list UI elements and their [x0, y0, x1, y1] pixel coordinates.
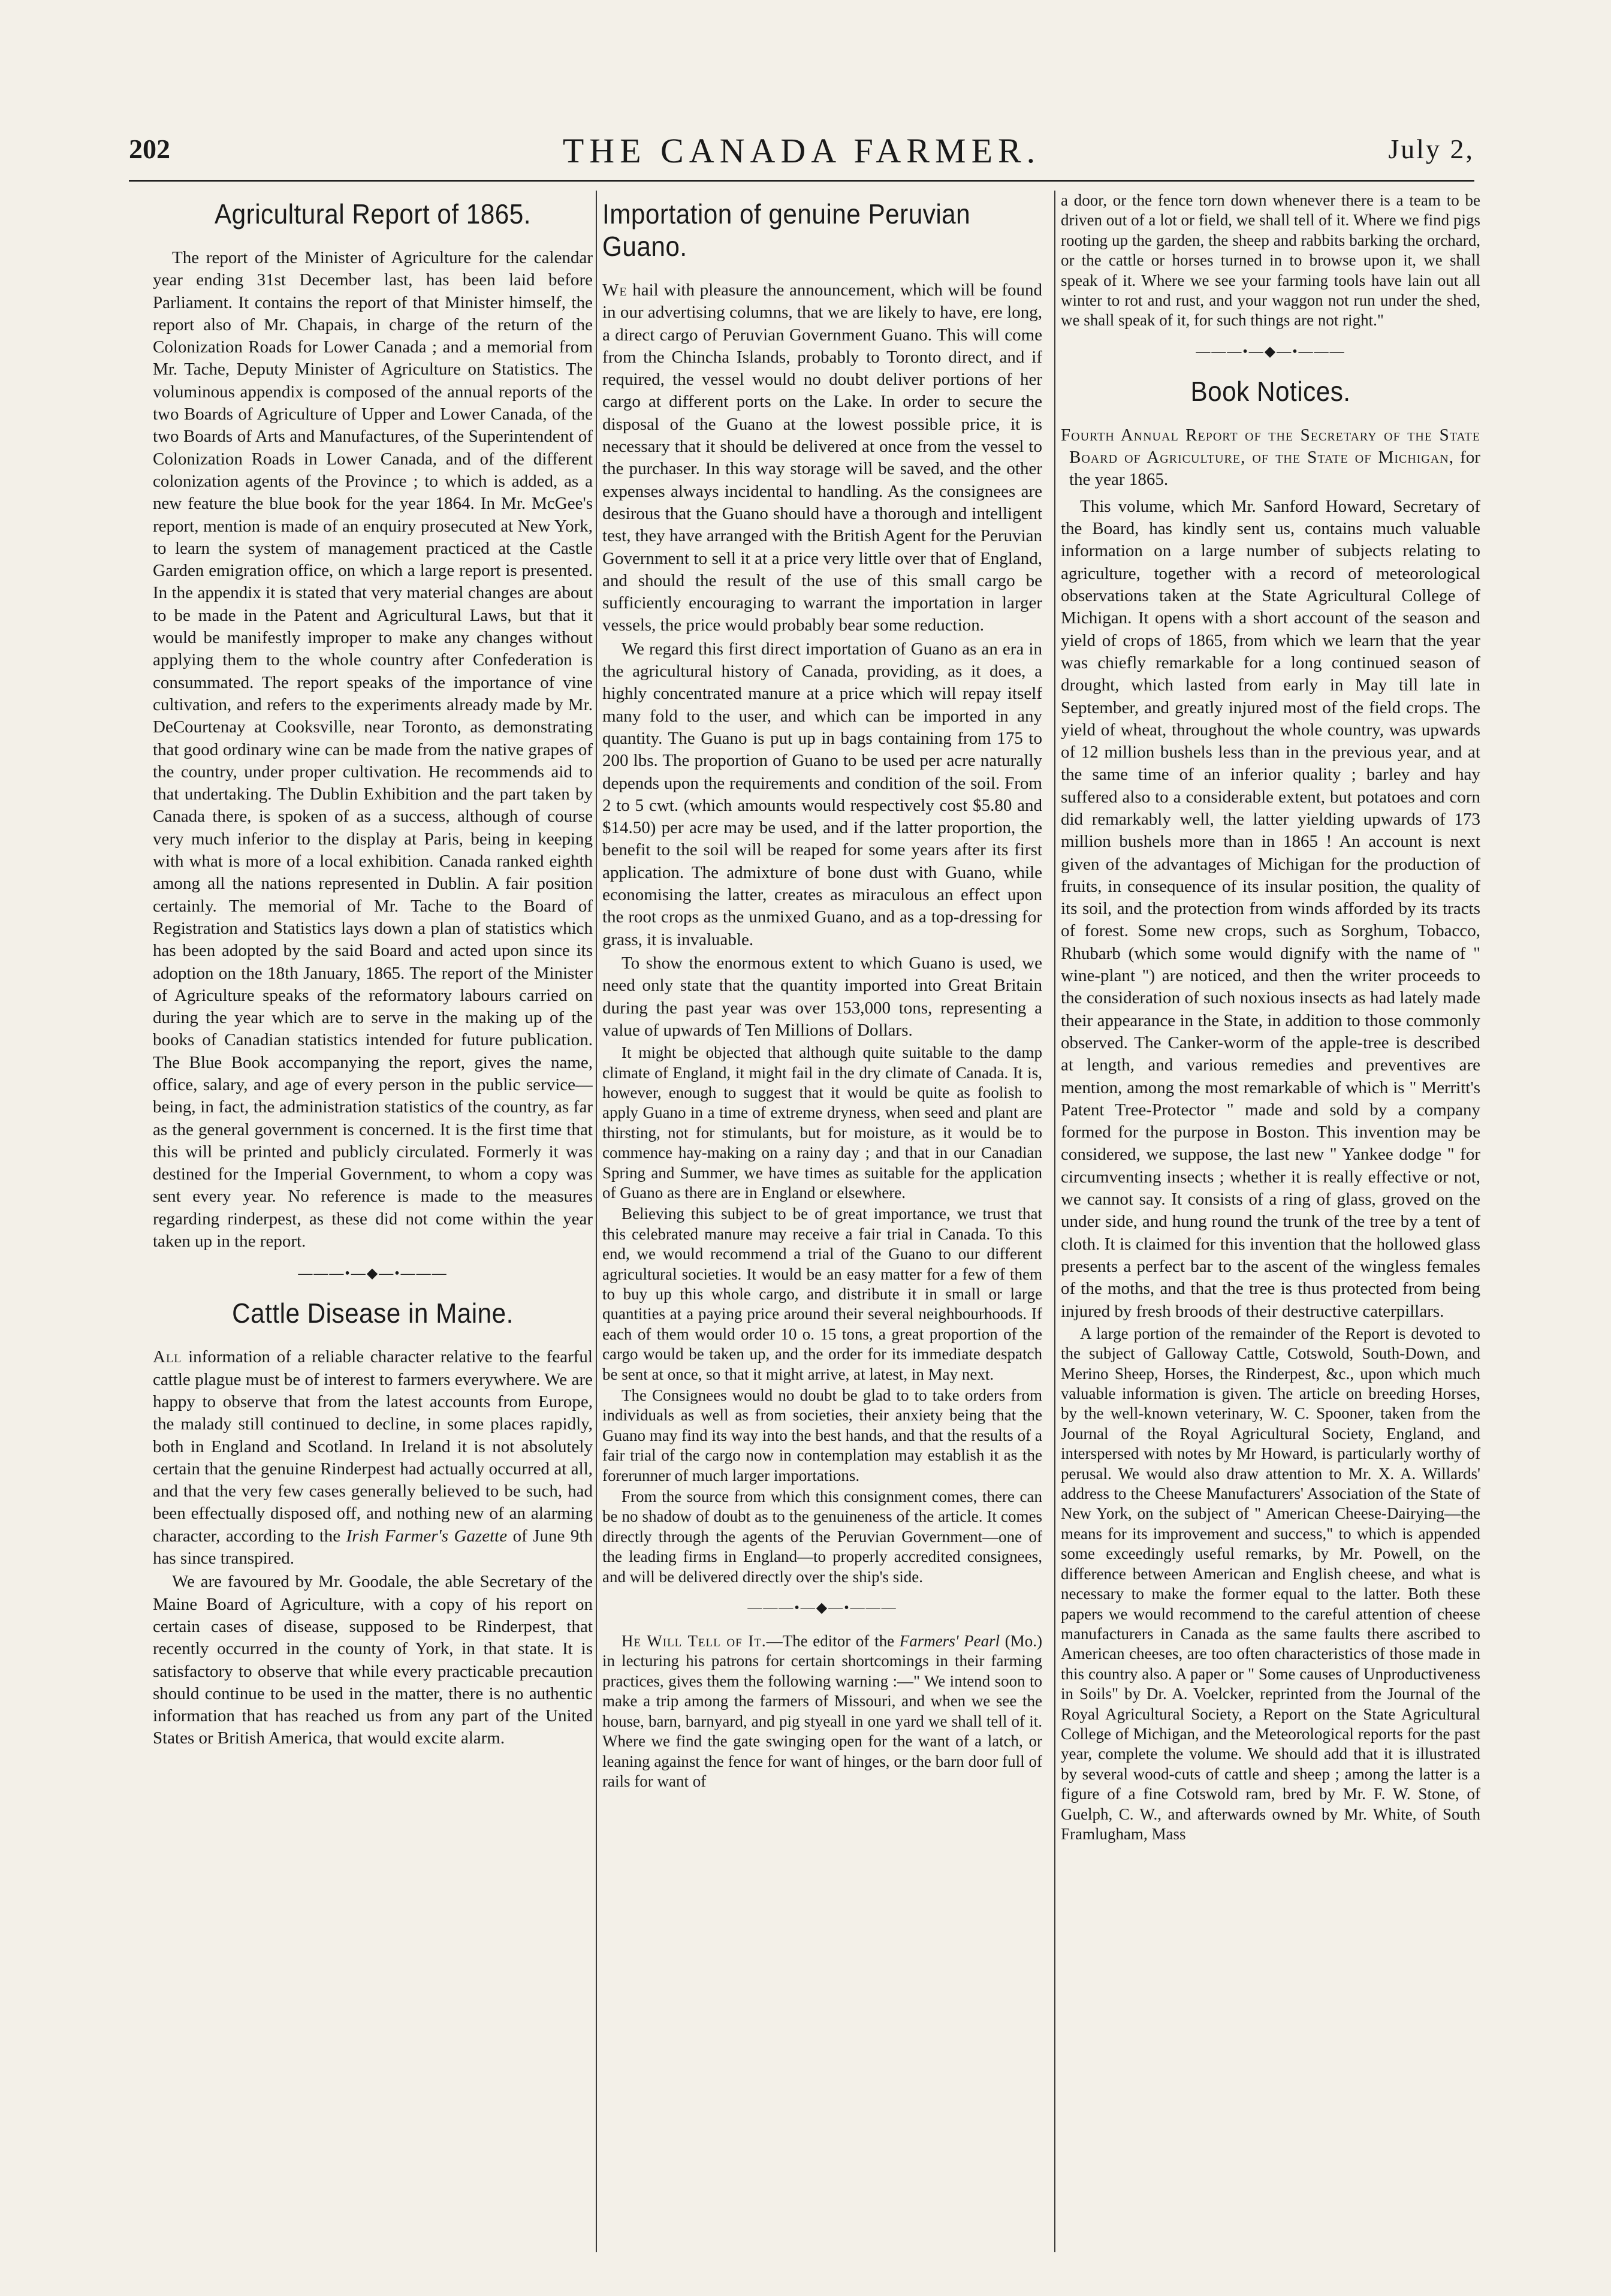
para-text: —The editor of the	[766, 1632, 900, 1651]
publication-name: Farmers' Pearl	[899, 1632, 1000, 1651]
book-title: Fourth Annual Report of the Secretary of the State Board of Agriculture, of the State of Michigan,	[1061, 425, 1480, 467]
cattle-disease-para-1	[153, 1346, 593, 1570]
article-heading-agricultural-report: Agricultural Report of 1865.	[214, 198, 532, 230]
article-heading-peruvian-guano: Importation of genuine Peruvian Guano.	[602, 198, 971, 262]
column-2	[602, 191, 1042, 2252]
book-notice-para-1: This volume, which Mr. Sanford Howard, Secretary of the Board, has kindly sent us, contains much valuable information on a large number of subjects relating to agriculture, together with a record of meteorological observations taken at the State Agricultural College of Michigan. It opens with a short account of the season and yield of crops of 1865, from which we learn that the year was chiefly remarkable for a long continued season of drought, which lasted from early in May till late in September, and greatly injured most of the field crops. The yield of wheat, throughout the whole country, was upwards of 12 million bushels less than in the previous year, and at the same time of an inferior quality ; barley and hay suffered also to a considerable extent, but potatoes and corn did remarkably well, the latter yielding upwards of 173 million bushels more than in 1865 ! An account is next given of the advantages of Michigan for the production of fruits, in consequence of its insular position, the quality of its soil, and the protection from winds afforded by its tracts of forest. Some new crops, such as Sorghum, Tobacco, Rhubarb (which some would dignify with the name of " wine-plant ") are noticed, and then the writer proceeds to the consideration of such noxious insects as had lately made their appearance in the State, in addition to those commonly observed. The Canker-worm of the apple-tree is described at length, and various remedies and preventives are mention, among the most remarkable of which is " Merritt's Patent Tree-Protector " made and sold by a company formed for the purpose in Boston. This invention may be considered, we suppose, the last new " Yankee dodge " for circumventing insects ; whether it is really effective or not, we cannot say. It consists of a ring of glass, groved on the under side, and hung round the trunk of the tree by a tent of cloth. It is claimed for this invention that the hollowed glass presents a perfect bar to the ascent of the wingless females of the moths, and that the tree is thus protected from being injured by fresh broods of their destructive caterpillars.	[1061, 496, 1480, 1321]
para-text: hail with pleasure the announcement, which will be found in our advertising columns, that we are likely to have, ere long, a direct cargo of Peruvian Government Guano. This will come from the Chincha Islands, probably to Toronto direct, and if required, the vessel would no doubt deliver portions of her cargo at different ports on the Lake. In order to secure the disposal of the Guano at the lowest possible price, it is necessary that it should be delivered at once from the vessel to the purchaser. In this way storage will be saved, and the other expenses always incidental to handling. As the consignees are desirous that the Guano should have a thorough and intelligent test, they have arranged with the British Agent for the Peruvian Government to sell it at a price very little over that of England, and should the result of the use of this small cargo be sufficiently encouraging to warrant the importation in larger vessels, the price would probably bear some reduction.	[602, 280, 1042, 635]
book-notice-para-2: A large portion of the remainder of the Report is devoted to the subject of Galloway Cattle, Cotswold, South-Down, and Merino Sheep, Horses, the Rinderpest, &c., upon which much valuable information is given. The article on breeding Horses, by the well-known veterinary, W. C. Spooner, taken from the Journal of the Royal Agricultural Society, England, and interspersed with notes by Mr Howard, is particularly worthy of perusal. We would also draw attention to Mr. X. A. Willards' address to the Cheese Manufacturers' Association of the State of New York, on the subject of " American Cheese-Dairying—the means for its improvement and success," to which is appended some exceedingly useful remarks, by Mr. Powell, on the difference between American and English cheese, and what is necessary to make the former equal to the latter. Both these papers we would recommend to the careful attention of cheese manufacturers in Canada as the same faults there ascribed to American cheeses, are too often characteristics of those made in this country also. A paper or " Some causes of Unproductiveness in Soils" by Dr. A. Voelcker, reprinted from the Journal of the Royal Agricultural Society, a Report on the State Agricultural College of Michigan, and the Meteorological reports for the past year, complete the volume. We should add that it is illustrated by several wood-cuts of cattle and sheep ; among the latter is a figure of a fine Cotswold ram, bred by Mr. F. W. Stone, of Guelph, C. W., and afterwards owned by Mr. White, of South Framlugham, Mass	[1061, 1324, 1480, 1843]
issue-date: July 2,	[1388, 134, 1474, 164]
newspaper-title: THE CANADA FARMER.	[562, 131, 1041, 170]
masthead	[129, 131, 1474, 179]
page-number: 202	[129, 134, 170, 164]
dropcap-lead: All	[153, 1347, 182, 1367]
column-1	[153, 191, 593, 2252]
para-text: information of a reliable character relative to the fearful cattle plague must be of interest to farmers everywhere. We are happy to observe that from the latest accounts from Europe, the malady still continued to decline, in some places rapidly, both in England and Scotland. In Ireland it is not absolutely certain that the genuine Rinderpest had actually occurred at all, and that the very few cases generally believed to be such, had been effectually disposed off, and nothing new of an alarming character, according to the	[153, 1347, 593, 1546]
book-notice-subheading	[1061, 424, 1480, 491]
cattle-disease-para-2: We are favoured by Mr. Goodale, the able Secretary of the Maine Board of Agriculture, with a copy of his report on certain cases of disease, supposed to be Rinderpest, that recently occurred in the county of York, in that state. It is satisfactory to observe that while every practicable precaution should continue to be used in the matter, there is no authentic information that has reached us from any part of the United States or British America, that would excite alarm.	[153, 1572, 593, 1748]
section-separator-ornament: ———•—◆—•———	[298, 1266, 448, 1282]
section-separator-ornament: ———•—◆—•———	[1196, 343, 1345, 360]
column-divider	[596, 191, 597, 2252]
guano-para-4: It might be objected that although quite suitable to the damp climate of England, it might fail in the dry climate of Canada. It is, however, enough to suggest that it would be quite as foolish to apply Guano in a time of extreme dryness, when seed and plant are thirsting, not for stimulants, but for moisture, as it would be to commence hay-making on a rainy day ; and that in our Canadian Spring and Summer, we have times as suitable for the application of Guano as there are in England or elsewhere.	[602, 1043, 1042, 1202]
guano-para-3: To show the enormous extent to which Guano is used, we need only state that the quantity imported into Great Britain during the past year was over 153,000 tons, representing a value of upwards of Ten Millions of Dollars.	[602, 953, 1042, 1040]
para-text-end: of June 9th has since transpired.	[153, 1526, 593, 1568]
book-title-end: for the year 1865.	[1069, 447, 1480, 489]
guano-para-2: We regard this first direct importation of Guano as an era in the agricultural history of Canada, providing, as it does, a highly concentrated manure at a price which will repay itself many fold to the user, and which can be imported in any quantity. The Guano is put up in bags containing from 175 to 200 lbs. The proportion of Guano to be used per acre naturally depends upon the requirements and condition of the soil. From 2 to 5 cwt. (which amounts would respectively cost $5.80 and $14.50) per acre may be used, and if the latter proportion, the benefit to the soil will be reaped for some years after its first application. The admixture of bone dust with Guano, while economising the latter, creates as miraculous an effect upon the root crops as the unmixed Guano, and as a top-dressing for grass, it is invaluable.	[602, 639, 1042, 949]
paragraph-lead: He Will Tell of It.	[622, 1632, 767, 1651]
guano-para-5: Believing this subject to be of great importance, we trust that this celebrated manure may receive a fair trial in Canada. To this end, we would recommend a trial of the Guano to our different agricultural societies. It would be an easy matter for a few of them to buy up this whole cargo, and distribute it in small or large quantities at a paying price around their several neighbourhoods. If each of them would order 10 o. 15 tons, a great proportion of the cargo would be taken up, and the order for its immediate despatch be sent at once, so that it might arrive, at latest, in May next.	[602, 1205, 1042, 1383]
column-3	[1061, 191, 1480, 2252]
agricultural-report-text: The report of the Minister of Agriculture for the calendar year ending 31st December last, has been laid before Parliament. It contains the report of that Minister himself, the report also of Mr. Chapais, in charge of the return of the Colonization Roads for Lower Canada ; and a memorial from Mr. Tache, Deputy Minister of Agriculture on Statistics. The voluminous appendix is composed of the annual reports of the two Boards of Agriculture of Upper and Lower Canada, of the two Boards of Arts and Manufactures, of the Superintendent of Colonization Roads in Lower Canada, and of the different colonization agents of the Province ; to which is added, as a new feature the blue book for the year 1864. In Mr. McGee's report, mention is made of an enquiry prosecuted at New York, to learn the system of management practiced at the Castle Garden emigration office, on which a large report is presented. In the appendix it is stated that very material changes are about to be made in the Patent and Agricultural Laws, but that it would be manifestly improper to make any changes without applying them to the whole country after Confederation is consummated. The report speaks of the importance of vine cultivation, and refers to the experiments already made by Mr. DeCourtenay at Cooksville, near Toronto, as demonstrating that good ordinary wine can be made from the native grapes of the country, under proper cultivation. He recommends aid to that undertaking. The Dublin Exhibition and the part taken by Canada there, is spoken of as a success, although of course very much inferior to the display at Paris, being in keeping with what is more of a local exhibition. Canada ranked eighth among all the nations represented in Dublin. A fair position certainly. The memorial of Mr. Tache to the Board of Registration and Statistics lays down a plan of statistics which has been adopted by the said Board and acted upon since its adoption on the 18th January, 1865. The report of the Minister of Agriculture speaks of the reformatory labours carried on during the year which are to serve in the making up of the books of Canadian statistics intended for future publication. The Blue Book accompanying the report, gives the name, office, salary, and age of every person in the public service—being, in fact, the administration statistics of the country, as far as the general government is concerned. It is the first time that this will be printed and publicly circulated. Formerly it was destined for the Imperial Government, to whom a copy was sent every year. No reference is made to the measures regarding rinderpest, as these did not come within the year taken up in the report.	[153, 248, 593, 1251]
article-heading-cattle-disease: Cattle Disease in Maine.	[232, 1298, 514, 1329]
masthead-rule	[129, 180, 1474, 182]
article-heading-book-notices: Book Notices.	[1190, 375, 1351, 407]
he-will-tell-continued: a door, or the fence torn down whenever there is a team to be driven out of a lot or field, we shall tell of it. Where we find pigs rooting up the garden, the sheep and rabbits barking the orchard, or the cattle or horses turned in to browse upon it, we shall speak of it. Where we see your farming tools have lain out all winter to rot and rust, and your waggon not run under the shed, we shall speak of it, for such things are not right."	[1061, 191, 1480, 330]
he-will-tell-paragraph	[602, 1631, 1042, 1791]
column-divider	[1054, 191, 1055, 2252]
guano-para-7: From the source from which this consignment comes, there can be no shadow of doubt as to the genuineness of the article. It comes directly through the agents of the Peruvian Government—one of the leading firms in England—to properly accredited consignees, and will be delivered directly over the ship's side.	[602, 1488, 1042, 1586]
publication-name: Irish Farmer's Gazette	[346, 1526, 508, 1546]
dropcap-lead: We	[602, 280, 627, 300]
guano-para-1	[602, 279, 1042, 637]
para-text-end: (Mo.) in lecturing his patrons for certain shortcomings in their farming practices, gives them the following warning :—" We intend soon to make a trip among the farmers of Missouri, and when we see the house, barn, barnyard, and pig styeall in one yard we shall tell of it. Where we find the gate swinging open for the want of a latch, or leaning against the fence for want of hinges, or the barn door full of rails for want of	[602, 1632, 1042, 1790]
section-separator-ornament: ———•—◆—•———	[747, 1600, 897, 1616]
guano-para-6: The Consignees would no doubt be glad to to take orders from individuals as well as from societies, their anxiety being that the Guano may find its way into the best hands, and that the results of a fair trial of the cargo now in contemplation may establish it as the forerunner of much larger importations.	[602, 1386, 1042, 1485]
